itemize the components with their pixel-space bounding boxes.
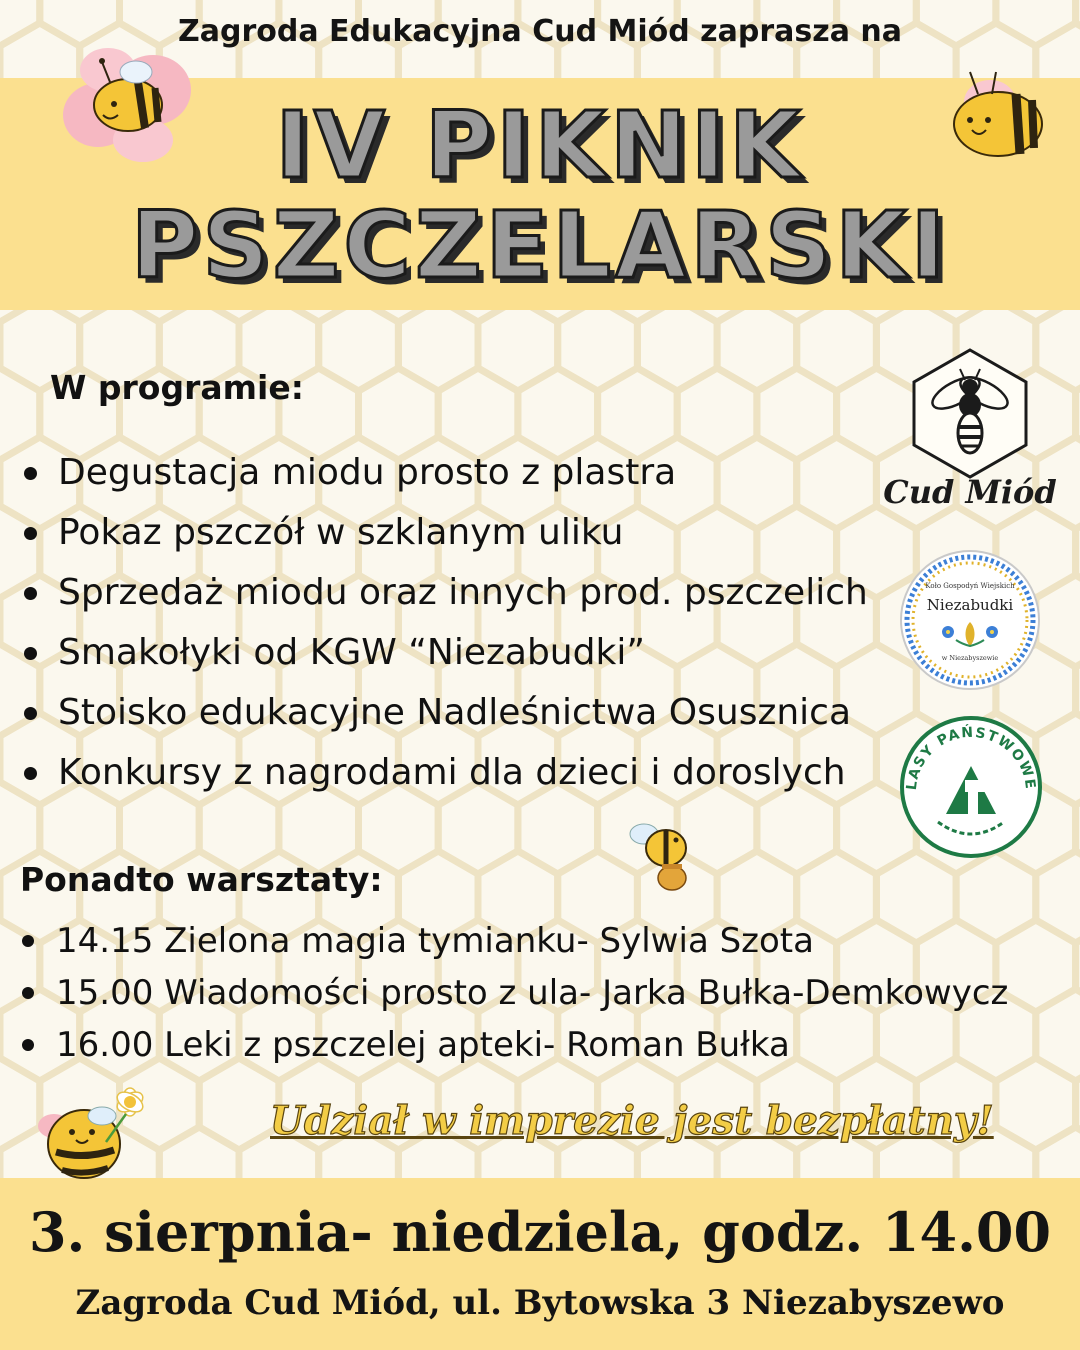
program-heading: W programie: bbox=[50, 368, 304, 407]
kgw-top-text: Koło Gospodyń Wiejskich bbox=[925, 582, 1015, 590]
program-item: Degustacja miodu prosto z plastra bbox=[22, 448, 868, 508]
program-item: Sprzedaż miodu oraz innych prod. pszczelich bbox=[22, 568, 868, 628]
event-title-line-2: PSZCZELARSKI bbox=[131, 192, 949, 299]
program-item: Stoisko edukacyjne Nadleśnictwa Osusznica bbox=[22, 688, 868, 748]
free-admission-note: Udział w imprezie jest bezpłatny! bbox=[270, 1098, 994, 1144]
workshop-item: 16.00 Leki z pszczelej apteki- Roman Bułka bbox=[20, 1022, 1008, 1074]
kgw-name-text: Niezabudki bbox=[926, 596, 1014, 614]
workshop-item: 14.15 Zielona magia tymianku- Sylwia Szota bbox=[20, 918, 1008, 970]
kgw-bottom-text: w Niezabyszewie bbox=[941, 654, 999, 662]
intro-text: Zagroda Edukacyjna Cud Miód zaprasza na bbox=[177, 14, 902, 49]
event-title-line-1: IV PIKNIK bbox=[275, 92, 805, 199]
program-item: Smakołyki od KGW “Niezabudki” bbox=[22, 628, 868, 688]
program-item: Pokaz pszczół w szklanym uliku bbox=[22, 508, 868, 568]
cud-miod-logo bbox=[870, 345, 1070, 515]
bee-hexagon-logo-icon bbox=[914, 350, 1026, 477]
bee-flower-icon bbox=[48, 30, 198, 165]
lasy-logo-text: LASY PAŃSTWOWE bbox=[903, 724, 1039, 792]
bee-icon bbox=[930, 62, 1060, 167]
kgw-niezabudki-logo bbox=[898, 548, 1042, 692]
program-item: Konkursy z nagrodami dla dzieci i doroslych bbox=[22, 748, 868, 808]
lasy-panstwowe-logo bbox=[898, 714, 1044, 860]
workshop-item: 15.00 Wiadomości prosto z ula- Jarka Bułka-Demkowycz bbox=[20, 970, 1008, 1022]
event-address: Zagroda Cud Miód, ul. Bytowska 3 Niezabyszewo bbox=[75, 1283, 1005, 1323]
program-list bbox=[22, 448, 868, 808]
workshops-list bbox=[20, 918, 1008, 1074]
bee-daisy-icon bbox=[26, 1078, 156, 1190]
cud-miod-logo-text: Cud Miód bbox=[883, 473, 1057, 511]
event-date: 3. sierpnia- niedziela, godz. 14.00 bbox=[28, 1200, 1052, 1264]
bee-honey-pot-icon bbox=[622, 810, 702, 894]
workshops-heading: Ponadto warsztaty: bbox=[20, 860, 383, 899]
